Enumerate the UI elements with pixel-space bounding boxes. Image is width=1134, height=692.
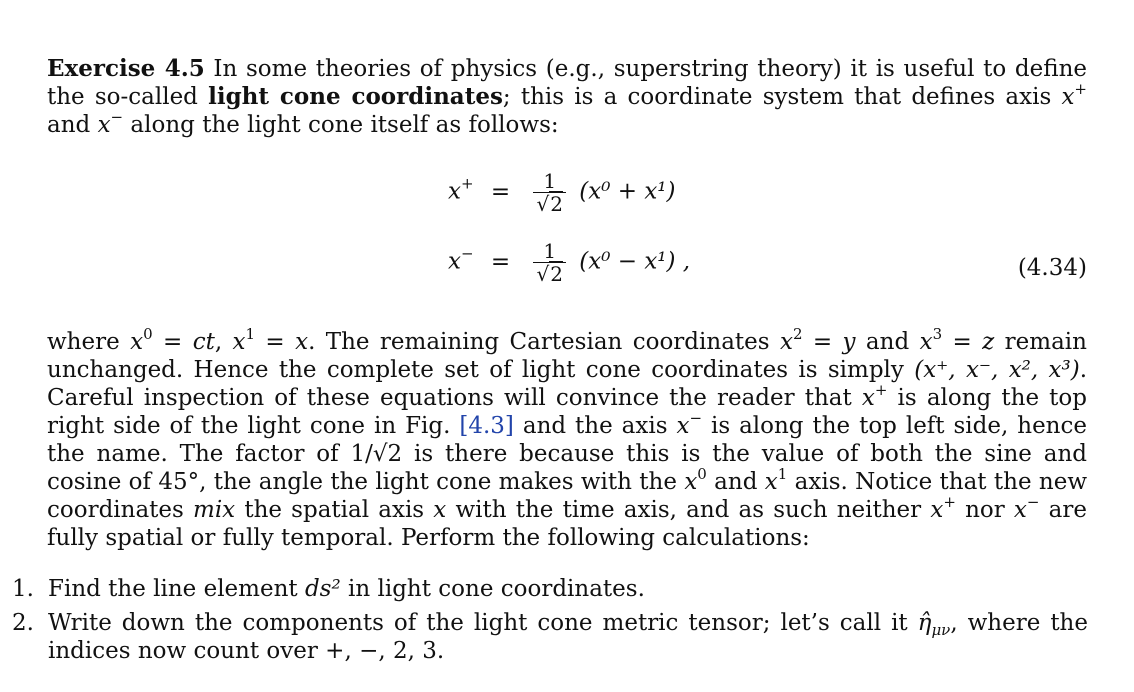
- equation-x-plus: x+ = $\frac{1}{√2}$ (x⁰ + x¹): [448, 169, 676, 216]
- list-item: 2. Write down the components of the light cone metric tensor; let’s call it $\etâ_{\mu\nu}$, where the indices now count over +, −, 2, 3.: [12, 610, 1088, 664]
- equation-x-minus: x− = $\frac{1}{√2}$ (x⁰ − x¹) ,: [448, 239, 691, 286]
- list-item: 1. Find the line element ds² in light cone coordinates.: [12, 576, 645, 602]
- exercise-intro: Exercise 4.5 In some theories of physics (e.g., superstring theory) it is useful to define the so-called light cone coordinates; this is a coordinate system that defines axis x+ and x− along the light cone itself as follows:: [47, 55, 1088, 138]
- exercise-body: where $x^0$ = ct, $x^1 = x$. The remaining Cartesian coordinates $x^2 = y$ and $x^3 = z$ remain unchanged. Hence the complete set of light cone coordinates is simply (x⁺, x⁻, x², x³). Careful inspection of these equations will convince the reader that x+ is along the top right side of the light cone in Fig. [4.3] and the axis x− is along the top left side, hence the name. The factor of 1/√2 is there because this is the value of both the sine and cosine of 45°, the angle the light cone makes with the $x^0$ and $x^1$ axis. Notice that the new coordinates mix the spatial axis x with the time axis, and as such neither x+ nor x− are fully spatial or fully temporal. Perform the following calculations:: [47, 325, 1088, 551]
- equation-number: (4.34): [1017, 255, 1087, 281]
- term-light-cone: light cone coordinates: [208, 83, 503, 110]
- exercise-label: Exercise 4.5: [47, 55, 205, 82]
- fraction: $\frac{1}{√2}$: [533, 170, 565, 215]
- fraction: $\frac{1}{√2}$: [533, 240, 565, 285]
- figure-reference-link[interactable]: [4.3]: [459, 413, 514, 439]
- calculation-list: [12, 575, 1088, 671]
